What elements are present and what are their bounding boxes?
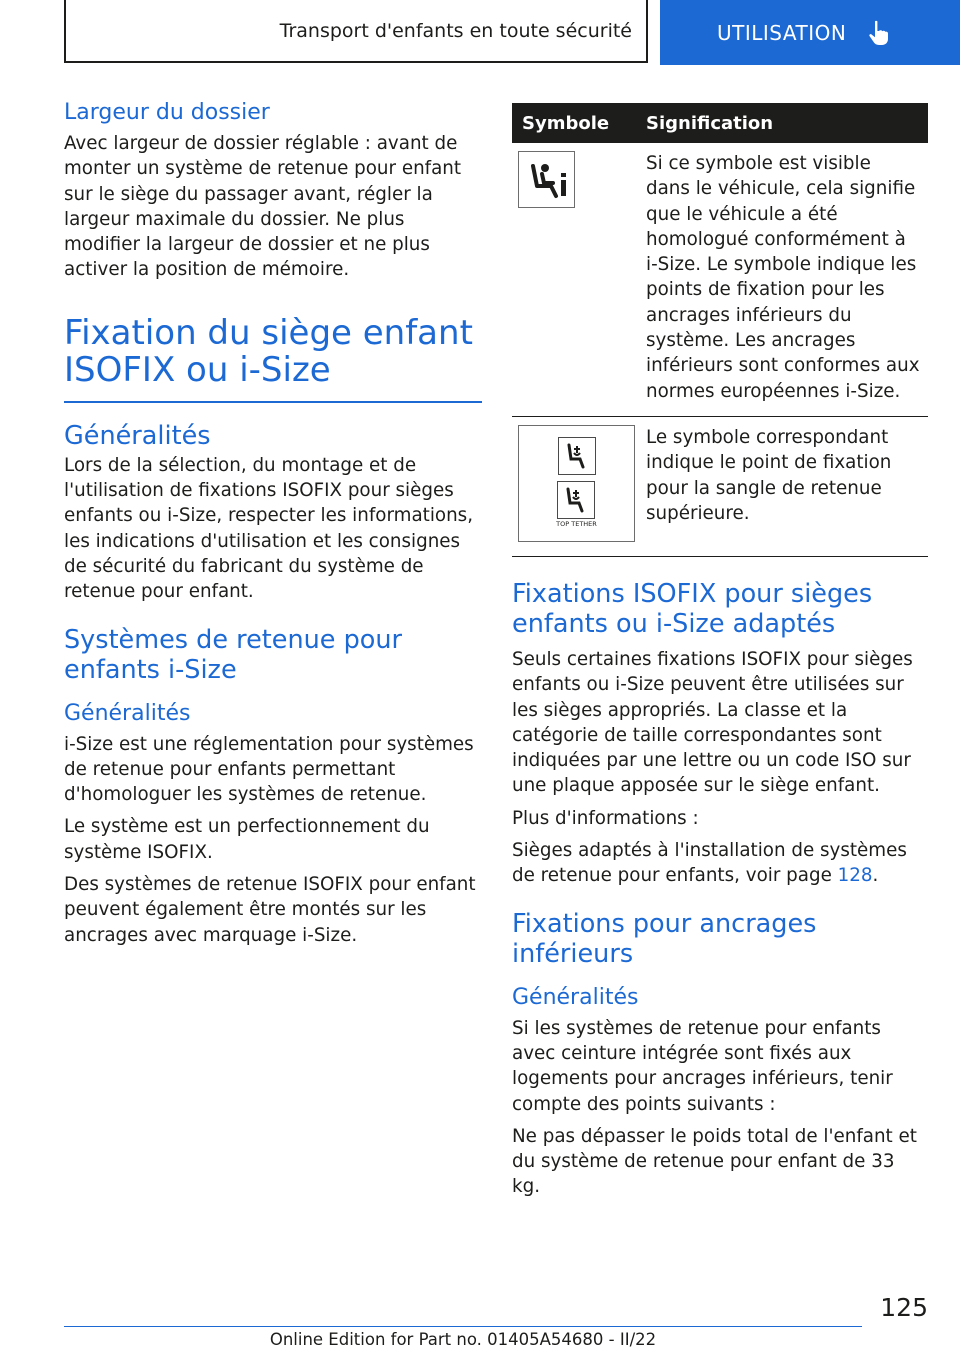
header-section-box bbox=[64, 0, 648, 63]
heading-generalites-3: Généralités bbox=[512, 984, 639, 1010]
section-heading-line1: Fixation du siège enfant bbox=[64, 312, 473, 353]
table-row bbox=[512, 143, 928, 416]
top-tether-label: TOP TETHER bbox=[556, 520, 597, 529]
paragraph-plus-infos: Plus d'informations : bbox=[512, 807, 699, 829]
paragraph-isize-1: i-Size est une réglementation pour systèmes de retenue pour enfants permettant d'homologuer les systèmes de retenue. bbox=[64, 733, 474, 806]
left-column bbox=[64, 98, 482, 955]
paragraph-isofix-adaptes: Seuls certaines fixations ISOFIX pour sièges enfants ou i-Size peuvent être utilisées sur les sièges appropriés. La classe et la catégorie de taille correspondantes sont indiquées par une lettre ou un code ISO sur une plaque apposée sur le siège enfant. bbox=[512, 648, 913, 797]
tether-seat-icon bbox=[558, 437, 596, 475]
table-row-1-text: Si ce symbole est visible dans le véhicule, cela signifie que le véhicule a été homologué conformément à i-Size. Le symbole indique les points de fixation pour les ancrages inférieurs du système. Les ancrages inférieurs sont conformes aux normes européennes i-Size. bbox=[646, 153, 920, 402]
heading-systemes-isize: Systèmes de retenue pour enfants i-Size bbox=[64, 624, 402, 685]
paragraph-largeur-dossier: Avec largeur de dossier réglable : avant de monter un système de retenue pour enfant sur le siège du passager avant, régler la largeur maximale du dossier. Ne plus modifier la largeur de dossier et ne plus activer la position de mémoire. bbox=[64, 133, 462, 281]
heading-largeur-dossier: Largeur du dossier bbox=[64, 100, 270, 125]
page-number: 125 bbox=[880, 1293, 928, 1322]
section-rule bbox=[64, 312, 482, 403]
footer-edition: Online Edition for Part no. 01405A54680 - II/22 bbox=[269, 1330, 657, 1349]
paragraph-isize-3: Des systèmes de retenue ISOFIX pour enfant peuvent également être montés sur les ancrages avec marquage i-Size. bbox=[64, 874, 476, 946]
table-header-symbol: Symbole bbox=[512, 103, 636, 143]
section-heading-line2: ISOFIX ou i-Size bbox=[64, 349, 331, 390]
symbol-table bbox=[512, 103, 928, 557]
pointing-hand-icon bbox=[868, 20, 890, 46]
paragraph-ancrages-2: Ne pas dépasser le poids total de l'enfant et du système de retenue pour enfant de 33 kg. bbox=[512, 1125, 917, 1198]
table-row bbox=[512, 416, 928, 556]
header-chapter-label: UTILISATION bbox=[717, 20, 847, 45]
paragraph-generalites-1: Lors de la sélection, du montage et de l'utilisation de fixations ISOFIX pour sièges enfants ou i-Size, respecter les informations, les indications d'utilisation et les consignes de sécurité du fabricant du système de retenue pour enfant. bbox=[64, 454, 474, 603]
page-link[interactable]: 128 bbox=[837, 865, 873, 887]
footer-rule bbox=[64, 1326, 862, 1327]
section-heading-fixation bbox=[64, 312, 482, 390]
header-chapter-tab bbox=[660, 0, 960, 65]
tether-seat-icon bbox=[557, 481, 595, 519]
heading-generalites-2: Généralités bbox=[64, 700, 191, 726]
table-header-meaning: Signification bbox=[636, 103, 928, 143]
paragraph-ancrages-1: Si les systèmes de retenue pour enfants avec ceinture intégrée sont fixés aux logements pour ancrages inférieurs, tenir compte des points suivants : bbox=[512, 1017, 893, 1115]
right-column bbox=[512, 103, 928, 1207]
isize-child-seat-icon bbox=[518, 151, 575, 208]
sieges-adaptes-end: . bbox=[872, 865, 879, 887]
paragraph-isize-2: Le système est un perfectionnement du système ISOFIX. bbox=[64, 816, 430, 863]
heading-ancrages-inferieurs: Fixations pour ancrages inférieurs bbox=[512, 908, 817, 969]
sieges-adaptes-text: Sièges adaptés à l'installation de systèmes de retenue pour enfants, voir page bbox=[512, 840, 907, 887]
heading-isofix-adaptes: Fixations ISOFIX pour sièges enfants ou i-Size adaptés bbox=[512, 578, 873, 639]
top-tether-icon bbox=[518, 425, 635, 542]
paragraph-sieges-adaptes bbox=[512, 838, 928, 889]
heading-generalites-1: Généralités bbox=[64, 420, 211, 451]
table-row-2-text: Le symbole correspondant indique le point de fixation pour la sangle de retenue supérieure. bbox=[646, 426, 892, 524]
header-section-title: Transport d'enfants en toute sécurité bbox=[279, 19, 632, 42]
